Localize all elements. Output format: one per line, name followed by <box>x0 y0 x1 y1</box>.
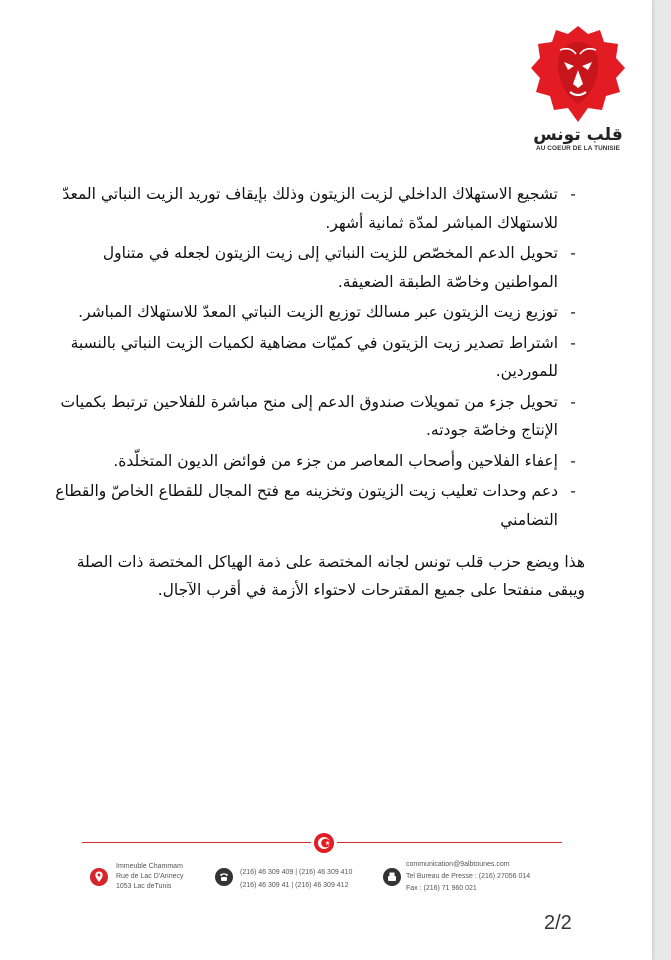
list-item: - توزيع زيت الزيتون عبر مسالك توزيع الزيت النباتي المعدّ للاستهلاك المباشر. <box>78 303 576 321</box>
proposal-list <box>40 180 580 534</box>
footer-emblem <box>311 831 337 855</box>
footer-address: Immeuble Chammam Rue de Lac D'Annecy 1053 Lac deTunis <box>116 863 184 890</box>
list-item-text: توزيع زيت الزيتون عبر مسالك توزيع الزيت النباتي المعدّ للاستهلاك المباشر. <box>78 303 558 321</box>
logo-french-tagline: AU COEUR DE LA TUNISIE <box>536 145 620 152</box>
page-indicator: 2/2 <box>544 912 572 934</box>
list-item: - تحويل جزء من تمويلات صندوق الدعم إلى منح مباشرة للفلاحين ترتبط بكميات الإنتاج وخاصّة جودته. <box>60 392 576 439</box>
footer-phones: (216) 46 309 409 | (216) 46 309 410 (216) 46 309 41 | (216) 46 309 412 <box>240 869 353 889</box>
main-content <box>40 180 580 536</box>
list-item: - اشتراط تصدير زيت الزيتون في كميّات مضاهية لكميات الزيت النباتي بالنسبة للموردين. <box>70 333 576 380</box>
tunisia-crescent-star-icon <box>311 831 337 855</box>
list-item: - تشجيع الاستهلاك الداخلي لزيت الزيتون وذلك بإيقاف توريد الزيت النباتي المعدّ للاستهلاك المباشر لمدّة ثمانية أشهر. <box>62 185 576 232</box>
telephone-icon <box>215 868 233 886</box>
list-item: - دعم وحدات تعليب زيت الزيتون وتخزينه مع فتح المجال للقطاع الخاصّ والقطاع التضامني <box>55 482 576 529</box>
footer-contact: communication@9albtounes.com Tel Bureau de Presse : (216) 27056 014 Fax : (216) 71 960 021 <box>406 861 531 892</box>
list-item-text: تشجيع الاستهلاك الداخلي لزيت الزيتون وذلك بإيقاف توريد الزيت النباتي المعدّ للاستهلاك المباشر لمدّة ثمانية أشهر. <box>62 185 558 232</box>
party-logo <box>528 24 628 152</box>
location-pin-icon <box>90 868 108 886</box>
list-item: - تحويل الدعم المخصّص للزيت النباتي إلى زيت الزيتون لجعله في متناول المواطنين وخاصّة الطبقة الضعيفة. <box>102 244 576 291</box>
list-item: - إعفاء الفلاحين وأصحاب المعاصر من جزء من فوائض الديون المتخلّدة. <box>113 451 576 470</box>
list-item-text: تحويل الدعم المخصّص للزيت النباتي إلى زيت الزيتون لجعله في متناول المواطنين وخاصّة الطبقة الضعيفة. <box>102 244 558 291</box>
footer <box>0 858 652 908</box>
list-item-text: تحويل جزء من تمويلات صندوق الدعم إلى منح مباشرة للفلاحين ترتبط بكميات الإنتاج وخاصّة جودته. <box>60 392 558 439</box>
fax-icon <box>383 868 401 886</box>
red-lion-head-icon <box>530 24 626 124</box>
list-item-text: إعفاء الفلاحين وأصحاب المعاصر من جزء من فوائض الديون المتخلّدة. <box>113 451 558 470</box>
logo-arabic-name: قلب تونس <box>533 125 623 145</box>
list-item-text: دعم وحدات تعليب زيت الزيتون وتخزينه مع فتح المجال للقطاع الخاصّ والقطاع التضامني <box>55 482 558 529</box>
closing-paragraph: هذا ويضع حزب قلب تونس لجانه المختصة على ذمة الهياكل المختصة ذات الصلة ويبقى منفتحا على جميع المقترحات لاحتواء الأزمة في أقرب الآجال. <box>76 553 585 599</box>
list-item-text: اشتراط تصدير زيت الزيتون في كميّات مضاهية لكميات الزيت النباتي بالنسبة للموردين. <box>70 333 558 380</box>
